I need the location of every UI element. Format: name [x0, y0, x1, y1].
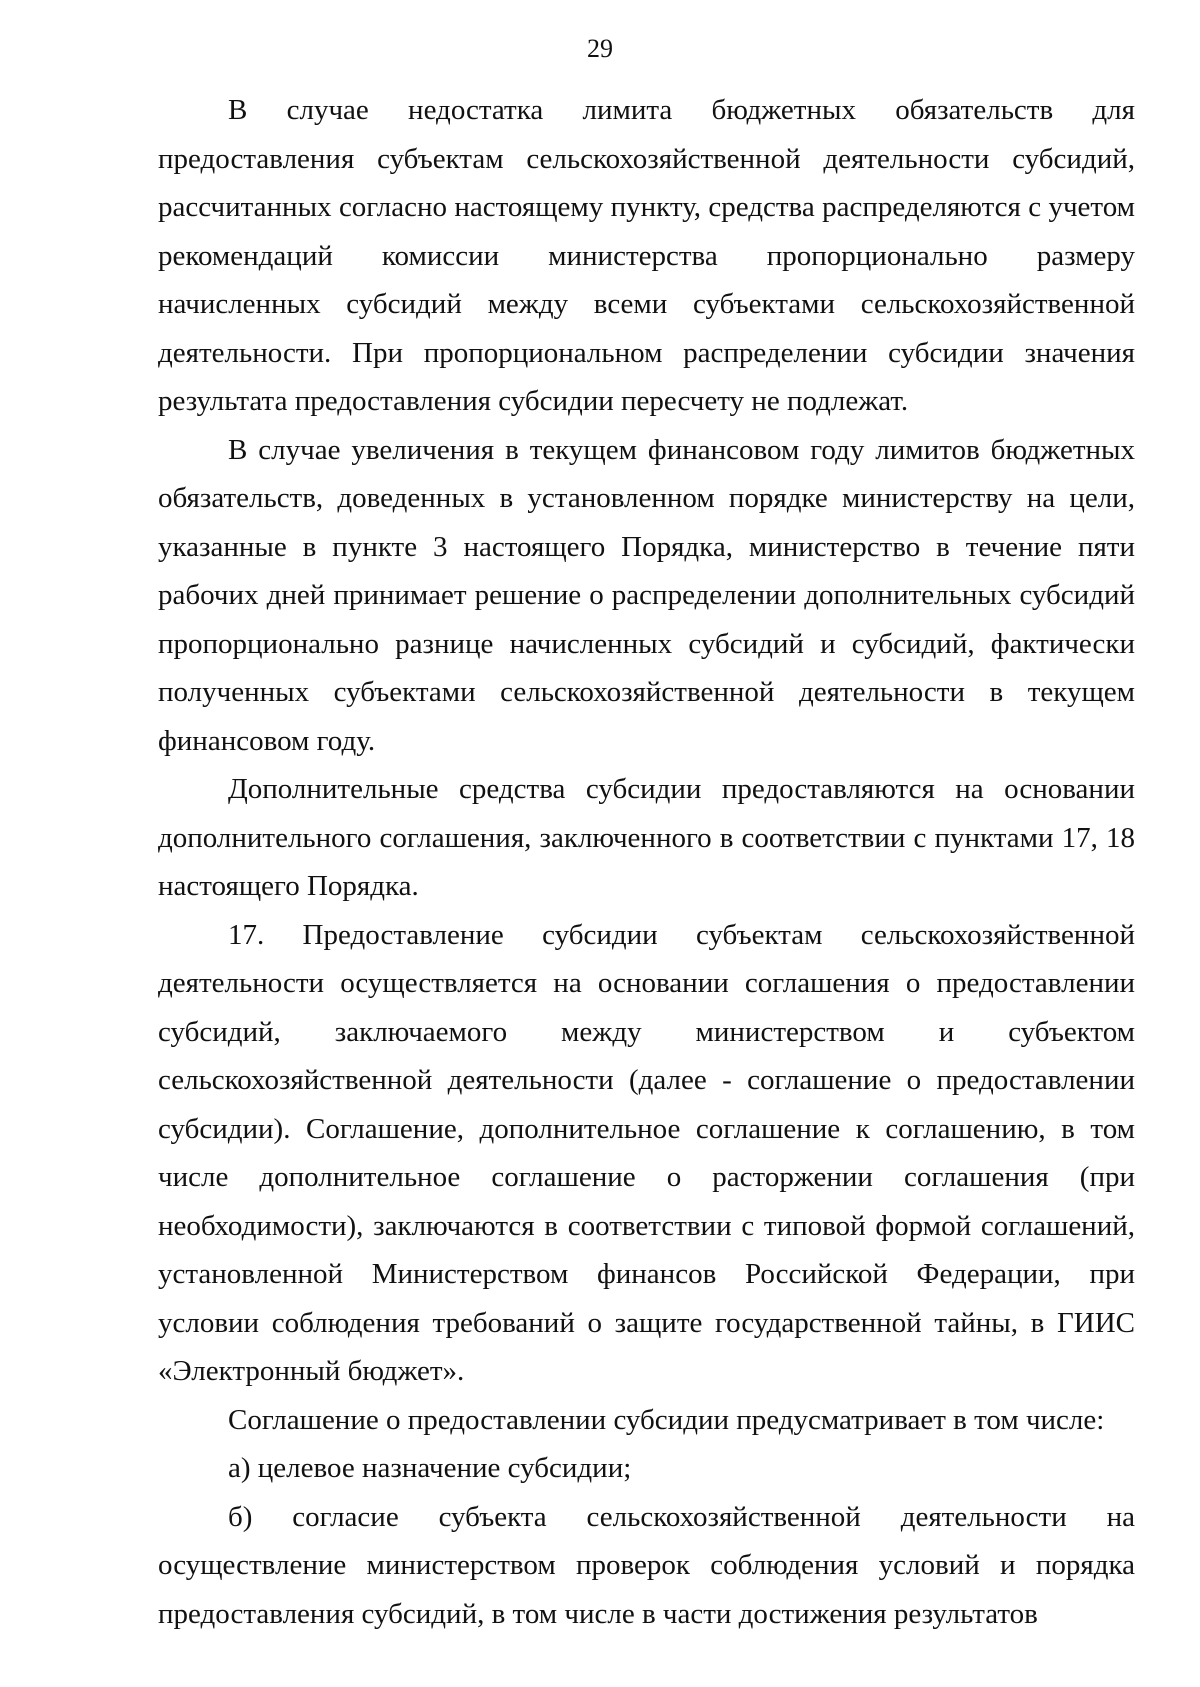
paragraph-budget-limit-increase: В случае увеличения в текущем финансовом году лимитов бюджетных обязательств, доведенных в установленном порядке министерству на цели, указанные в пункте 3 настоящего Порядка, министерство в течение пяти рабочих дней принимает решение о распределении дополнительных субсидий пропорционально разнице начисленных субсидий и субсидий, фактически полученных субъектами сельскохозяйственной деятельности в текущем финансовом году. — [158, 433, 1135, 757]
paragraph-additional-funds: Дополнительные средства субсидии предоставляются на основании дополнительного соглашения, заключенного в соответствии с пунктами 17, 18 настоящего Порядка. — [158, 773, 1135, 902]
paragraph-agreement-provisions: Соглашение о предоставлении субсидии предусматривает в том числе: — [228, 1403, 1105, 1436]
list-item-b: б) согласие субъекта сельскохозяйственной деятельности на осуществление министерством проверок соблюдения условий и порядка предоставления субсидий, в том числе в части достижения результатов — [158, 1500, 1135, 1630]
paragraph-clause-17: 17. Предоставление субсидии субъектам сельскохозяйственной деятельности осуществляется на основании соглашения о предоставлении субсидий, заключаемого между министерством и субъектом сельскохозяйственной деятельности (далее - соглашение о предоставлении субсидии). Соглашение, дополнительное соглашение к соглашению, в том числе дополнительное соглашение о расторжении соглашения (при необходимости), заключаются в соответствии с типовой формой соглашений, установленной Министерством финансов Российской Федерации, при условии соблюдения требований о защите государственной тайны, в ГИИС «Электронный бюджет». — [158, 918, 1135, 1387]
list-item-a: а) целевое назначение субсидии; — [228, 1452, 632, 1484]
document-body — [158, 86, 1135, 1638]
page-number: 29 — [587, 34, 613, 63]
paragraph-budget-limit-shortage: В случае недостатка лимита бюджетных обязательств для предоставления субъектам сельскохозяйственной деятельности субсидий, рассчитанных согласно настоящему пункту, средства распределяются с учетом рекомендаций комиссии министерства пропорционально размеру начисленных субсидий между всеми субъектами сельскохозяйственной деятельности. При пропорциональном распределении субсидии значения результата предоставления субсидии пересчету не подлежат. — [158, 94, 1135, 417]
